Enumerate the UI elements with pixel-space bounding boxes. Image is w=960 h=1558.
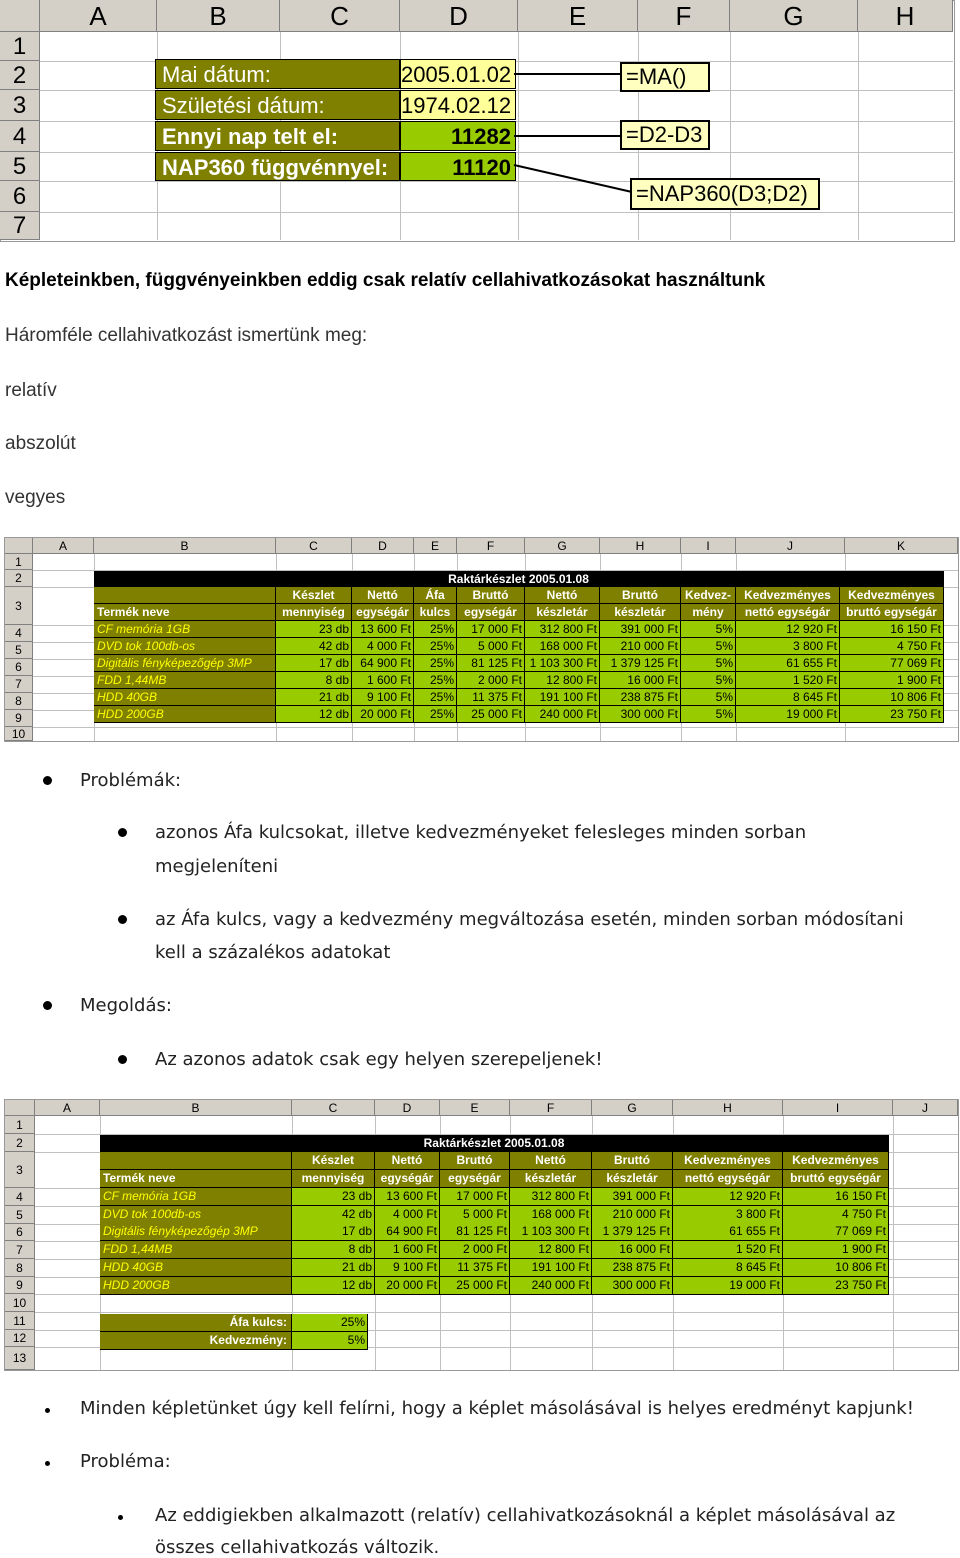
table-cell: 12 920 Ft bbox=[673, 1188, 783, 1206]
table-header: Nettó bbox=[375, 1152, 440, 1170]
date-value: 11282 bbox=[400, 121, 516, 151]
table-cell: 77 069 Ft bbox=[840, 655, 944, 672]
column-header: F bbox=[457, 538, 525, 554]
table-header: egységár bbox=[457, 604, 525, 621]
table-header: Termék neve bbox=[94, 604, 276, 621]
column-header: A bbox=[33, 538, 94, 554]
column-header: C bbox=[276, 538, 352, 554]
table-cell: 2 000 Ft bbox=[457, 672, 525, 689]
table-cell: 12 db bbox=[292, 1277, 375, 1295]
date-value: 1974.02.12 bbox=[400, 90, 516, 120]
table-cell: 19 000 Ft bbox=[736, 706, 840, 723]
product-name-cell: DVD tok 100db-os bbox=[100, 1206, 292, 1224]
table-cell: 25% bbox=[414, 621, 457, 638]
row-header: 3 bbox=[5, 1152, 35, 1188]
bullet-icon bbox=[43, 776, 52, 785]
row-header: 10 bbox=[5, 727, 33, 741]
column-header: F bbox=[510, 1100, 592, 1116]
parameter-value: 25% bbox=[292, 1314, 368, 1332]
column-header: E bbox=[518, 0, 638, 32]
table-cell: 238 875 Ft bbox=[592, 1259, 673, 1277]
product-name-cell: FDD 1,44MB bbox=[100, 1241, 292, 1259]
table-header: Kedvezményes bbox=[673, 1152, 783, 1170]
table-cell: 21 db bbox=[276, 689, 352, 706]
table-header: mény bbox=[681, 604, 736, 621]
row-header: 5 bbox=[5, 642, 33, 659]
corner-header bbox=[5, 538, 33, 554]
product-name-cell: CF memória 1GB bbox=[100, 1188, 292, 1206]
product-name-cell: FDD 1,44MB bbox=[94, 672, 276, 689]
table-cell: 1 379 125 Ft bbox=[592, 1223, 673, 1241]
column-header: G bbox=[525, 538, 600, 554]
gridline bbox=[33, 727, 958, 728]
problem-final-line1: Az eddigiekben alkalmazott (relatív) cellahivatkozásoknál a képlet másolásával az bbox=[155, 1505, 896, 1526]
column-header: A bbox=[40, 0, 157, 32]
problem1-line2: megjeleníteni bbox=[155, 856, 279, 877]
table-cell: 1 520 Ft bbox=[736, 672, 840, 689]
corner-header bbox=[5, 1100, 35, 1116]
product-name-cell: HDD 200GB bbox=[94, 706, 276, 723]
parameter-label: Áfa kulcs: bbox=[100, 1314, 292, 1332]
table-header: egységár bbox=[352, 604, 414, 621]
product-name-cell: Digitális fényképezőgép 3MP bbox=[100, 1223, 292, 1241]
problem-label: Probléma: bbox=[80, 1451, 171, 1472]
table-cell: 77 069 Ft bbox=[783, 1223, 889, 1241]
column-header: B bbox=[94, 538, 276, 554]
table-cell: 81 125 Ft bbox=[457, 655, 525, 672]
table-cell: 5% bbox=[681, 638, 736, 655]
table-header: Kedvez- bbox=[681, 587, 736, 604]
gridline bbox=[35, 1312, 958, 1313]
table-cell: 312 800 Ft bbox=[510, 1188, 592, 1206]
table-cell: 8 645 Ft bbox=[673, 1259, 783, 1277]
problem-final-line2: összes cellahivatkozás változik. bbox=[155, 1537, 440, 1558]
table-header bbox=[94, 587, 276, 604]
table-header: Nettó bbox=[525, 587, 600, 604]
table-header: bruttó egységár bbox=[840, 604, 944, 621]
table-cell: 312 800 Ft bbox=[525, 621, 600, 638]
table-cell: 81 125 Ft bbox=[440, 1223, 510, 1241]
table-cell: 25% bbox=[414, 689, 457, 706]
table-cell: 1 600 Ft bbox=[375, 1241, 440, 1259]
column-header: B bbox=[157, 0, 280, 32]
table-cell: 5% bbox=[681, 655, 736, 672]
row-header: 6 bbox=[5, 1224, 35, 1241]
table-cell: 61 655 Ft bbox=[736, 655, 840, 672]
table-cell: 25% bbox=[414, 706, 457, 723]
problem1-line1: azonos Áfa kulcsokat, illetve kedvezményeket felesleges minden sorban bbox=[155, 822, 807, 843]
rule-text: Minden képletünket úgy kell felírni, hogy a képlet másolásával is helyes eredményt kapjunk! bbox=[80, 1398, 914, 1419]
table-header: kulcs bbox=[414, 604, 457, 621]
spreadsheet-screenshot-inventory-params bbox=[4, 1099, 959, 1371]
problem2-line2: kell a százalékos adatokat bbox=[155, 942, 391, 963]
table-cell: 1 103 300 Ft bbox=[525, 655, 600, 672]
table-cell: 210 000 Ft bbox=[592, 1206, 673, 1224]
row-header: 3 bbox=[5, 587, 33, 625]
row-header: 7 bbox=[5, 676, 33, 693]
table-header: Kedvezményes bbox=[736, 587, 840, 604]
table-cell: 1 600 Ft bbox=[352, 672, 414, 689]
table-header: készletár bbox=[525, 604, 600, 621]
column-header: G bbox=[592, 1100, 673, 1116]
column-header: J bbox=[736, 538, 845, 554]
table-cell: 13 600 Ft bbox=[375, 1188, 440, 1206]
column-header: D bbox=[375, 1100, 440, 1116]
bullet-icon bbox=[118, 915, 127, 924]
table-cell: 25 000 Ft bbox=[440, 1277, 510, 1295]
table-cell: 16 150 Ft bbox=[783, 1188, 889, 1206]
column-header: G bbox=[730, 0, 858, 32]
table-header: Bruttó bbox=[457, 587, 525, 604]
column-header: B bbox=[100, 1100, 292, 1116]
table-cell: 1 520 Ft bbox=[673, 1241, 783, 1259]
product-name-cell: HDD 200GB bbox=[100, 1277, 292, 1295]
table-cell: 1 900 Ft bbox=[840, 672, 944, 689]
row-header: 7 bbox=[0, 212, 40, 240]
column-header: H bbox=[858, 0, 953, 32]
table-header: Készlet bbox=[292, 1152, 375, 1170]
table-cell: 17 000 Ft bbox=[457, 621, 525, 638]
column-header: E bbox=[440, 1100, 510, 1116]
formula-callout: =D2-D3 bbox=[620, 120, 710, 150]
bullet-icon bbox=[118, 1055, 127, 1064]
row-header: 11 bbox=[5, 1312, 35, 1330]
table-header: Kedvezményes bbox=[840, 587, 944, 604]
table-header: Bruttó bbox=[592, 1152, 673, 1170]
table-cell: 64 900 Ft bbox=[352, 655, 414, 672]
table-cell: 12 db bbox=[276, 706, 352, 723]
table-header: Bruttó bbox=[600, 587, 681, 604]
table-cell: 4 000 Ft bbox=[352, 638, 414, 655]
table-header: mennyiség bbox=[276, 604, 352, 621]
product-name-cell: Digitális fényképezőgép 3MP bbox=[94, 655, 276, 672]
row-header: 1 bbox=[5, 554, 33, 570]
table-title: Raktárkészlet 2005.01.08 bbox=[100, 1135, 889, 1152]
table-cell: 8 db bbox=[276, 672, 352, 689]
row-header: 2 bbox=[0, 61, 40, 90]
table-cell: 5 000 Ft bbox=[440, 1206, 510, 1224]
table-cell: 25% bbox=[414, 672, 457, 689]
parameter-value: 5% bbox=[292, 1332, 368, 1350]
row-header: 9 bbox=[5, 710, 33, 727]
table-cell: 4 750 Ft bbox=[783, 1206, 889, 1224]
column-header: C bbox=[280, 0, 400, 32]
table-cell: 20 000 Ft bbox=[352, 706, 414, 723]
reference-type-absolute: abszolút bbox=[5, 433, 76, 454]
row-header: 3 bbox=[0, 90, 40, 121]
table-cell: 8 db bbox=[292, 1241, 375, 1259]
table-cell: 17 db bbox=[292, 1223, 375, 1241]
table-cell: 23 750 Ft bbox=[783, 1277, 889, 1295]
table-cell: 1 900 Ft bbox=[783, 1241, 889, 1259]
row-header: 6 bbox=[5, 659, 33, 676]
spreadsheet-screenshot-inventory bbox=[4, 537, 959, 742]
table-cell: 11 375 Ft bbox=[440, 1259, 510, 1277]
table-cell: 23 750 Ft bbox=[840, 706, 944, 723]
table-cell: 2 000 Ft bbox=[440, 1241, 510, 1259]
table-header: egységár bbox=[375, 1170, 440, 1188]
column-header: I bbox=[783, 1100, 893, 1116]
bullet-icon bbox=[118, 828, 127, 837]
date-label: Születési dátum: bbox=[155, 90, 400, 120]
table-cell: 9 100 Ft bbox=[352, 689, 414, 706]
date-label: NAP360 függvénnyel: bbox=[155, 152, 400, 181]
reference-type-mixed: vegyes bbox=[5, 487, 66, 508]
date-label: Mai dátum: bbox=[155, 59, 400, 89]
row-header: 8 bbox=[5, 1259, 35, 1277]
table-cell: 17 000 Ft bbox=[440, 1188, 510, 1206]
table-header: egységár bbox=[440, 1170, 510, 1188]
row-header: 2 bbox=[5, 1134, 35, 1152]
table-header bbox=[100, 1152, 292, 1170]
table-cell: 19 000 Ft bbox=[673, 1277, 783, 1295]
table-cell: 61 655 Ft bbox=[673, 1223, 783, 1241]
row-header: 13 bbox=[5, 1347, 35, 1370]
date-label: Ennyi nap telt el: bbox=[155, 121, 400, 151]
solution-label: Megoldás: bbox=[80, 995, 172, 1016]
table-cell: 5% bbox=[681, 672, 736, 689]
row-header: 9 bbox=[5, 1277, 35, 1294]
table-header: Termék neve bbox=[100, 1170, 292, 1188]
table-cell: 23 db bbox=[292, 1188, 375, 1206]
table-cell: 240 000 Ft bbox=[510, 1277, 592, 1295]
table-cell: 17 db bbox=[276, 655, 352, 672]
product-name-cell: HDD 40GB bbox=[94, 689, 276, 706]
table-cell: 25 000 Ft bbox=[457, 706, 525, 723]
row-header: 4 bbox=[5, 625, 33, 642]
section-heading: Képleteinkben, függvényeinkben eddig csak relatív cellahivatkozásokat használtunk bbox=[5, 270, 766, 291]
table-header: készletár bbox=[510, 1170, 592, 1188]
table-header: nettó egységár bbox=[673, 1170, 783, 1188]
table-header: Nettó bbox=[352, 587, 414, 604]
date-value: 2005.01.02 bbox=[400, 59, 516, 89]
table-cell: 3 800 Ft bbox=[673, 1206, 783, 1224]
bullet-icon bbox=[118, 1515, 123, 1520]
column-header: E bbox=[414, 538, 457, 554]
column-header: D bbox=[400, 0, 518, 32]
table-cell: 191 100 Ft bbox=[510, 1259, 592, 1277]
table-cell: 25% bbox=[414, 638, 457, 655]
table-cell: 391 000 Ft bbox=[600, 621, 681, 638]
table-cell: 3 800 Ft bbox=[736, 638, 840, 655]
table-cell: 16 000 Ft bbox=[600, 672, 681, 689]
parameter-label: Kedvezmény: bbox=[100, 1332, 292, 1350]
bullet-icon bbox=[45, 1408, 50, 1413]
problem2-line1: az Áfa kulcs, vagy a kedvezmény megváltozása esetén, minden sorban módosítani bbox=[155, 909, 904, 930]
table-cell: 5% bbox=[681, 706, 736, 723]
row-header: 1 bbox=[5, 1116, 35, 1134]
table-header: Bruttó bbox=[440, 1152, 510, 1170]
intro-text: Háromféle cellahivatkozást ismertünk meg: bbox=[5, 325, 368, 346]
table-header: Nettó bbox=[510, 1152, 592, 1170]
table-header: Kedvezményes bbox=[783, 1152, 889, 1170]
row-header: 10 bbox=[5, 1294, 35, 1312]
table-cell: 4 750 Ft bbox=[840, 638, 944, 655]
row-header: 1 bbox=[0, 32, 40, 61]
column-header: A bbox=[35, 1100, 100, 1116]
table-cell: 12 800 Ft bbox=[525, 672, 600, 689]
table-cell: 20 000 Ft bbox=[375, 1277, 440, 1295]
table-cell: 25% bbox=[414, 655, 457, 672]
table-cell: 10 806 Ft bbox=[840, 689, 944, 706]
table-header: készletár bbox=[592, 1170, 673, 1188]
solution-item: Az azonos adatok csak egy helyen szerepeljenek! bbox=[155, 1049, 603, 1070]
table-header: Áfa bbox=[414, 587, 457, 604]
row-header: 5 bbox=[5, 1206, 35, 1224]
table-header: mennyiség bbox=[292, 1170, 375, 1188]
table-cell: 1 379 125 Ft bbox=[600, 655, 681, 672]
table-cell: 12 800 Ft bbox=[510, 1241, 592, 1259]
product-name-cell: HDD 40GB bbox=[100, 1259, 292, 1277]
table-cell: 10 806 Ft bbox=[783, 1259, 889, 1277]
table-cell: 42 db bbox=[276, 638, 352, 655]
product-name-cell: CF memória 1GB bbox=[94, 621, 276, 638]
table-cell: 168 000 Ft bbox=[510, 1206, 592, 1224]
table-cell: 21 db bbox=[292, 1259, 375, 1277]
row-header: 8 bbox=[5, 693, 33, 710]
formula-callout: =NAP360(D3;D2) bbox=[630, 178, 820, 210]
table-cell: 300 000 Ft bbox=[600, 706, 681, 723]
row-header: 12 bbox=[5, 1330, 35, 1347]
bullet-icon bbox=[45, 1461, 50, 1466]
table-cell: 300 000 Ft bbox=[592, 1277, 673, 1295]
table-header: bruttó egységár bbox=[783, 1170, 889, 1188]
table-cell: 210 000 Ft bbox=[600, 638, 681, 655]
gridline bbox=[893, 1116, 894, 1370]
row-header: 7 bbox=[5, 1241, 35, 1259]
date-value: 11120 bbox=[400, 152, 516, 181]
table-cell: 5% bbox=[681, 621, 736, 638]
table-cell: 238 875 Ft bbox=[600, 689, 681, 706]
column-header: J bbox=[893, 1100, 958, 1116]
column-header: D bbox=[352, 538, 414, 554]
column-header: I bbox=[681, 538, 736, 554]
table-cell: 191 100 Ft bbox=[525, 689, 600, 706]
table-cell: 12 920 Ft bbox=[736, 621, 840, 638]
spreadsheet-screenshot-dates bbox=[0, 0, 955, 242]
table-cell: 5 000 Ft bbox=[457, 638, 525, 655]
column-header: K bbox=[845, 538, 958, 554]
table-cell: 42 db bbox=[292, 1206, 375, 1224]
table-cell: 8 645 Ft bbox=[736, 689, 840, 706]
product-name-cell: DVD tok 100db-os bbox=[94, 638, 276, 655]
row-header: 6 bbox=[0, 181, 40, 212]
table-cell: 391 000 Ft bbox=[592, 1188, 673, 1206]
table-cell: 11 375 Ft bbox=[457, 689, 525, 706]
callout-line bbox=[514, 165, 632, 192]
table-title: Raktárkészlet 2005.01.08 bbox=[94, 571, 944, 587]
column-header: H bbox=[673, 1100, 783, 1116]
table-cell: 13 600 Ft bbox=[352, 621, 414, 638]
row-header: 5 bbox=[0, 152, 40, 181]
table-cell: 16 000 Ft bbox=[592, 1241, 673, 1259]
column-header: C bbox=[292, 1100, 375, 1116]
formula-callout: =MA() bbox=[620, 62, 710, 92]
row-header: 2 bbox=[5, 570, 33, 587]
column-header: F bbox=[638, 0, 730, 32]
table-cell: 9 100 Ft bbox=[375, 1259, 440, 1277]
table-cell: 240 000 Ft bbox=[525, 706, 600, 723]
row-header: 4 bbox=[5, 1188, 35, 1206]
table-header: nettó egységár bbox=[736, 604, 840, 621]
table-header: Készlet bbox=[276, 587, 352, 604]
bullet-icon bbox=[43, 1001, 52, 1010]
table-cell: 168 000 Ft bbox=[525, 638, 600, 655]
table-cell: 5% bbox=[681, 689, 736, 706]
table-header: készletár bbox=[600, 604, 681, 621]
problems-label: Problémák: bbox=[80, 770, 182, 791]
table-cell: 16 150 Ft bbox=[840, 621, 944, 638]
row-header: 4 bbox=[0, 121, 40, 152]
table-cell: 64 900 Ft bbox=[375, 1223, 440, 1241]
table-cell: 23 db bbox=[276, 621, 352, 638]
column-header: H bbox=[600, 538, 681, 554]
reference-type-relative: relatív bbox=[5, 380, 57, 401]
table-cell: 1 103 300 Ft bbox=[510, 1223, 592, 1241]
table-cell: 4 000 Ft bbox=[375, 1206, 440, 1224]
